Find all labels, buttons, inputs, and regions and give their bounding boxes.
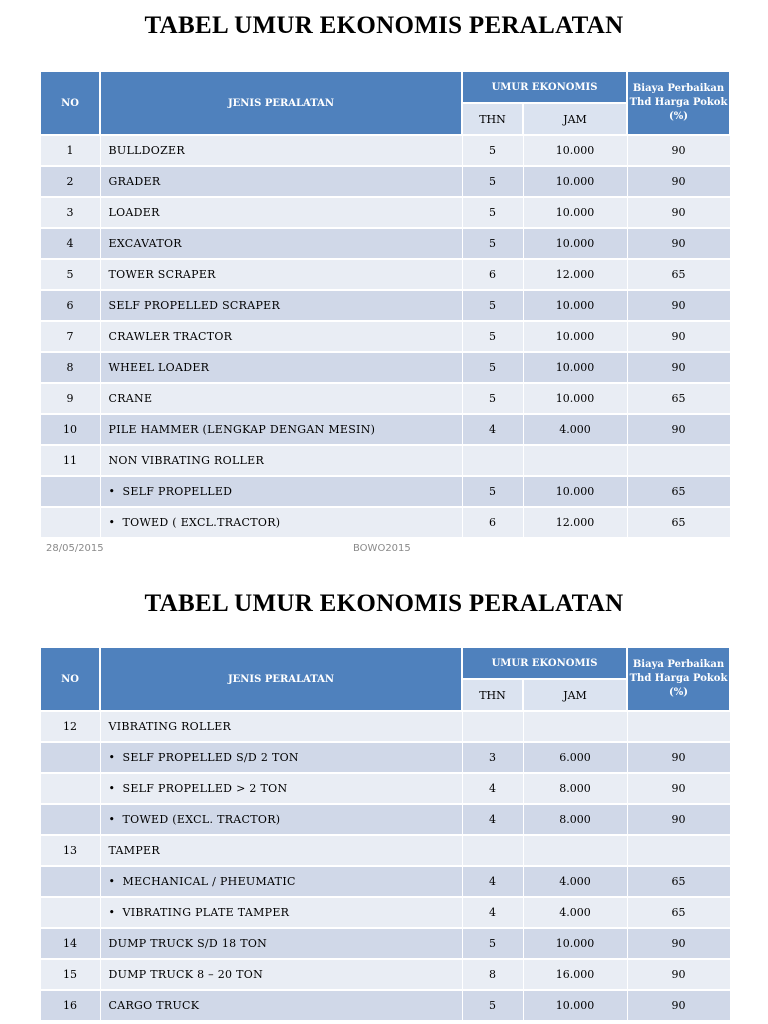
- cell-no: 1: [40, 135, 100, 166]
- equipment-name: GRADER: [108, 175, 161, 188]
- cell-no: 13: [40, 835, 100, 866]
- cell-thn: 5: [462, 135, 523, 166]
- page-title: TABEL UMUR EKONOMIS PERALATAN: [144, 590, 624, 617]
- cell-jam: 10.000: [523, 166, 627, 197]
- equipment-name: MECHANICAL / PHEUMATIC: [122, 875, 296, 888]
- bullet-icon: •: [108, 751, 116, 764]
- table-row: [40, 135, 730, 166]
- cell-biaya: 90: [627, 321, 730, 352]
- cell-jenis: [100, 135, 462, 166]
- cell-jam: 8.000: [523, 773, 627, 804]
- cell-no: [40, 773, 100, 804]
- cell-jam: 10.000: [523, 990, 627, 1020]
- cell-thn: 4: [462, 414, 523, 445]
- cell-jenis: [100, 197, 462, 228]
- table-row: [40, 476, 730, 507]
- bullet-icon: •: [108, 875, 116, 888]
- table-body: [40, 135, 730, 537]
- cell-jam: 4.000: [523, 897, 627, 928]
- equipment-name: CARGO TRUCK: [108, 999, 200, 1012]
- cell-jenis: [100, 928, 462, 959]
- cell-jam: 12.000: [523, 507, 627, 537]
- cell-biaya: 90: [627, 742, 730, 773]
- cell-thn: 4: [462, 773, 523, 804]
- cell-thn: 5: [462, 166, 523, 197]
- equipment-name: CRANE: [108, 392, 153, 405]
- footer-author: BOWO2015: [353, 543, 411, 554]
- table-row: [40, 166, 730, 197]
- cell-thn: 4: [462, 804, 523, 835]
- table-row: [40, 742, 730, 773]
- cell-thn: 6: [462, 507, 523, 537]
- cell-jenis: [100, 321, 462, 352]
- bullet-icon: •: [108, 516, 116, 529]
- cell-jenis: [100, 383, 462, 414]
- cell-thn: 6: [462, 259, 523, 290]
- equipment-name: SELF PROPELLED: [122, 485, 233, 498]
- equipment-name: PILE HAMMER (LENGKAP DENGAN MESIN): [108, 423, 376, 436]
- cell-no: 8: [40, 352, 100, 383]
- cell-biaya: 90: [627, 352, 730, 383]
- cell-no: 3: [40, 197, 100, 228]
- header-umur-ekonomis: UMUR EKONOMIS: [462, 71, 627, 103]
- cell-jam: 10.000: [523, 352, 627, 383]
- header-jam: JAM: [523, 679, 627, 711]
- cell-jam: 4.000: [523, 414, 627, 445]
- cell-jam: 10.000: [523, 476, 627, 507]
- cell-no: 12: [40, 711, 100, 742]
- cell-jam: [523, 445, 627, 476]
- table-row: [40, 897, 730, 928]
- equipment-name: NON VIBRATING ROLLER: [108, 454, 265, 467]
- cell-biaya: 90: [627, 135, 730, 166]
- cell-biaya: 90: [627, 290, 730, 321]
- table-row: [40, 352, 730, 383]
- cell-no: 7: [40, 321, 100, 352]
- bullet-icon: •: [108, 782, 116, 795]
- table-row: [40, 507, 730, 537]
- cell-biaya: [627, 445, 730, 476]
- equipment-name: SELF PROPELLED SCRAPER: [108, 299, 281, 312]
- cell-jam: 10.000: [523, 290, 627, 321]
- cell-no: [40, 507, 100, 537]
- cell-jenis: [100, 507, 462, 537]
- equipment-table: [39, 70, 731, 537]
- table-row: [40, 445, 730, 476]
- cell-thn: 5: [462, 321, 523, 352]
- cell-no: 9: [40, 383, 100, 414]
- table-row: [40, 228, 730, 259]
- equipment-name: TAMPER: [108, 844, 160, 857]
- cell-jenis: [100, 773, 462, 804]
- table-row: [40, 959, 730, 990]
- cell-no: 2: [40, 166, 100, 197]
- bullet-icon: •: [108, 485, 116, 498]
- cell-biaya: 90: [627, 166, 730, 197]
- cell-jenis: [100, 742, 462, 773]
- cell-thn: [462, 711, 523, 742]
- cell-jenis: [100, 990, 462, 1020]
- cell-no: [40, 897, 100, 928]
- cell-jam: 4.000: [523, 866, 627, 897]
- equipment-table: [39, 646, 731, 1020]
- header-jam: JAM: [523, 103, 627, 135]
- equipment-name: TOWER SCRAPER: [108, 268, 216, 281]
- header-umur-ekonomis: UMUR EKONOMIS: [462, 647, 627, 679]
- equipment-name: DUMP TRUCK S/D 18 TON: [108, 937, 268, 950]
- table-header: [40, 647, 730, 711]
- equipment-name: WHEEL LOADER: [108, 361, 210, 374]
- equipment-name: CRAWLER TRACTOR: [108, 330, 233, 343]
- cell-jenis: [100, 290, 462, 321]
- cell-thn: 3: [462, 742, 523, 773]
- cell-no: 6: [40, 290, 100, 321]
- equipment-name: VIBRATING ROLLER: [108, 720, 232, 733]
- equipment-name: TOWED (EXCL. TRACTOR): [122, 813, 281, 826]
- cell-thn: 5: [462, 290, 523, 321]
- cell-no: 16: [40, 990, 100, 1020]
- cell-thn: 4: [462, 866, 523, 897]
- table-row: [40, 711, 730, 742]
- header-jenis: JENIS PERALATAN: [100, 647, 462, 711]
- cell-jam: 10.000: [523, 135, 627, 166]
- table-row: [40, 197, 730, 228]
- table-body: [40, 711, 730, 1020]
- cell-jam: [523, 835, 627, 866]
- table-header: [40, 71, 730, 135]
- header-biaya: Biaya Perbaikan Thd Harga Pokok (%): [627, 647, 730, 711]
- footer-date: 28/05/2015: [46, 543, 104, 554]
- cell-biaya: 90: [627, 928, 730, 959]
- cell-jenis: [100, 835, 462, 866]
- header-jenis: JENIS PERALATAN: [100, 71, 462, 135]
- cell-biaya: 90: [627, 804, 730, 835]
- cell-jam: 6.000: [523, 742, 627, 773]
- cell-biaya: [627, 835, 730, 866]
- cell-biaya: 90: [627, 959, 730, 990]
- cell-jam: 8.000: [523, 804, 627, 835]
- cell-thn: 5: [462, 228, 523, 259]
- cell-jenis: [100, 476, 462, 507]
- cell-biaya: [627, 711, 730, 742]
- cell-biaya: 90: [627, 197, 730, 228]
- equipment-name: LOADER: [108, 206, 160, 219]
- cell-no: [40, 866, 100, 897]
- equipment-name: BULLDOZER: [108, 144, 185, 157]
- table-row: [40, 259, 730, 290]
- cell-jenis: [100, 352, 462, 383]
- table-row: [40, 383, 730, 414]
- cell-biaya: 65: [627, 259, 730, 290]
- cell-thn: 5: [462, 990, 523, 1020]
- cell-thn: 8: [462, 959, 523, 990]
- cell-biaya: 90: [627, 990, 730, 1020]
- cell-biaya: 90: [627, 414, 730, 445]
- cell-thn: [462, 445, 523, 476]
- cell-no: 4: [40, 228, 100, 259]
- cell-biaya: 90: [627, 228, 730, 259]
- equipment-name: VIBRATING PLATE TAMPER: [122, 906, 290, 919]
- table-row: [40, 290, 730, 321]
- table-row: [40, 321, 730, 352]
- equipment-name: TOWED ( EXCL.TRACTOR): [122, 516, 281, 529]
- bullet-icon: •: [108, 906, 116, 919]
- equipment-name: DUMP TRUCK 8 – 20 TON: [108, 968, 264, 981]
- cell-no: [40, 742, 100, 773]
- equipment-name: SELF PROPELLED S/D 2 TON: [122, 751, 299, 764]
- equipment-name: SELF PROPELLED > 2 TON: [122, 782, 288, 795]
- cell-biaya: 65: [627, 866, 730, 897]
- cell-jam: [523, 711, 627, 742]
- cell-thn: 4: [462, 897, 523, 928]
- cell-thn: 5: [462, 383, 523, 414]
- header-thn: THN: [462, 103, 523, 135]
- cell-jenis: [100, 804, 462, 835]
- cell-biaya: 65: [627, 383, 730, 414]
- cell-thn: [462, 835, 523, 866]
- cell-no: 5: [40, 259, 100, 290]
- cell-no: 10: [40, 414, 100, 445]
- cell-jam: 10.000: [523, 321, 627, 352]
- cell-jam: 10.000: [523, 928, 627, 959]
- cell-jenis: [100, 228, 462, 259]
- cell-jam: 10.000: [523, 383, 627, 414]
- cell-jenis: [100, 445, 462, 476]
- table-row: [40, 835, 730, 866]
- cell-jam: 10.000: [523, 197, 627, 228]
- cell-jenis: [100, 711, 462, 742]
- page-title: TABEL UMUR EKONOMIS PERALATAN: [144, 12, 624, 39]
- cell-biaya: 65: [627, 507, 730, 537]
- cell-thn: 5: [462, 476, 523, 507]
- cell-no: 15: [40, 959, 100, 990]
- cell-jam: 12.000: [523, 259, 627, 290]
- header-no: NO: [40, 647, 100, 711]
- cell-no: [40, 476, 100, 507]
- table-row: [40, 414, 730, 445]
- cell-no: 11: [40, 445, 100, 476]
- cell-no: 14: [40, 928, 100, 959]
- cell-biaya: 90: [627, 773, 730, 804]
- table-row: [40, 928, 730, 959]
- cell-jam: 10.000: [523, 228, 627, 259]
- cell-thn: 5: [462, 197, 523, 228]
- cell-jenis: [100, 959, 462, 990]
- cell-jenis: [100, 259, 462, 290]
- cell-biaya: 65: [627, 476, 730, 507]
- cell-biaya: 65: [627, 897, 730, 928]
- equipment-name: EXCAVATOR: [108, 237, 182, 250]
- cell-no: [40, 804, 100, 835]
- cell-jenis: [100, 866, 462, 897]
- bullet-icon: •: [108, 813, 116, 826]
- cell-thn: 5: [462, 352, 523, 383]
- table-row: [40, 773, 730, 804]
- slide-2: [0, 576, 768, 1024]
- cell-jenis: [100, 166, 462, 197]
- cell-jenis: [100, 897, 462, 928]
- cell-jam: 16.000: [523, 959, 627, 990]
- header-thn: THN: [462, 679, 523, 711]
- table-row: [40, 804, 730, 835]
- header-no: NO: [40, 71, 100, 135]
- header-biaya: Biaya Perbaikan Thd Harga Pokok (%): [627, 71, 730, 135]
- table-row: [40, 990, 730, 1020]
- cell-thn: 5: [462, 928, 523, 959]
- cell-jenis: [100, 414, 462, 445]
- table-row: [40, 866, 730, 897]
